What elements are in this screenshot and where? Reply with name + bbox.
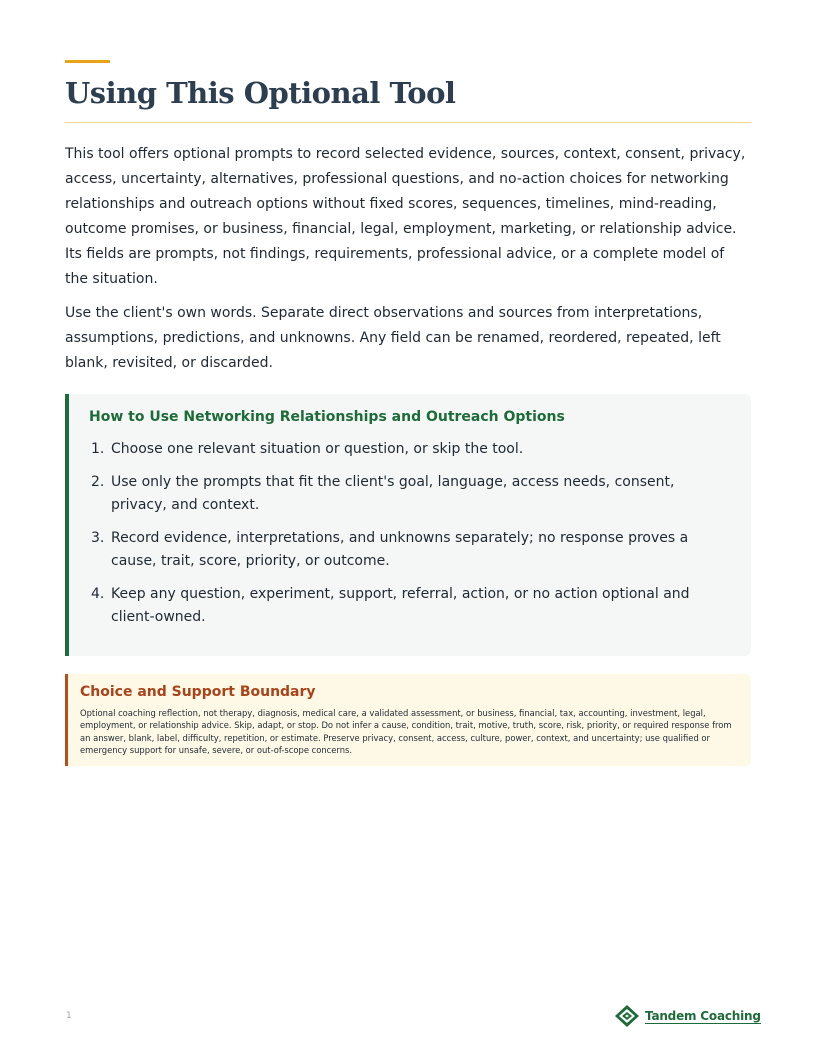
list-item-text: Choose one relevant situation or question, or skip the tool. — [111, 441, 524, 457]
how-to-use-list — [89, 438, 729, 639]
list-item — [89, 471, 729, 517]
title-accent-rule — [65, 60, 110, 63]
list-item-text: Record evidence, interpretations, and unknowns separately; no response proves a cause, trait, score, priority, or outcome. — [111, 530, 689, 569]
list-item-number: 3. — [91, 530, 105, 546]
list-item-number: 4. — [91, 586, 105, 602]
diamond-logo-icon — [614, 1004, 640, 1028]
boundary-title: Choice and Support Boundary — [80, 684, 316, 700]
brand-logo — [614, 1004, 761, 1028]
choice-support-boundary-panel — [65, 674, 751, 766]
list-item-number: 2. — [91, 474, 105, 490]
list-item-text: Keep any question, experiment, support, referral, action, or no action optional and client-owned. — [111, 586, 690, 625]
intro-paragraph-2: Use the client's own words. Separate direct observations and sources from interpretations, assumptions, predictions, and unknowns. Any field can be renamed, reordered, repeated, left blank, revisited, or discarded. — [65, 305, 721, 371]
list-item — [89, 527, 729, 573]
list-item-number: 1. — [91, 441, 105, 457]
list-item-text: Use only the prompts that fit the client's goal, language, access needs, consent, privacy, and context. — [111, 474, 675, 513]
list-item — [89, 583, 729, 629]
how-to-use-panel — [65, 394, 751, 656]
page-number: 1 — [66, 1011, 72, 1021]
page-title: Using This Optional Tool — [65, 76, 456, 110]
list-item — [89, 438, 729, 461]
how-to-use-title: How to Use Networking Relationships and Outreach Options — [89, 409, 565, 425]
intro-paragraph-1: This tool offers optional prompts to record selected evidence, sources, context, consent, privacy, access, uncertainty, alternatives, professional questions, and no-action choices for networking relationships and outreach options without fixed scores, sequences, timelines, mind-reading, outcome promises, or business, financial, legal, employment, marketing, or relationship advice. Its fields are prompts, not findings, requirements, professional advice, or a complete model of the situation. — [65, 146, 746, 287]
boundary-text: Optional coaching reflection, not therapy, diagnosis, medical care, a validated assessment, or business, financial, tax, accounting, investment, legal, employment, or relationship advice. Skip, adapt, or stop. Do not infer a cause, condition, trait, motive, truth, score, risk, priority, or required response from an answer, blank, label, difficulty, repetition, or estimate. Preserve privacy, consent, access, culture, power, context, and uncertainty; use qualified or emergency support for unsafe, severe, or out-of-scope concerns. — [80, 708, 732, 756]
brand-name: Tandem Coaching — [645, 1008, 761, 1023]
title-divider — [65, 122, 751, 123]
